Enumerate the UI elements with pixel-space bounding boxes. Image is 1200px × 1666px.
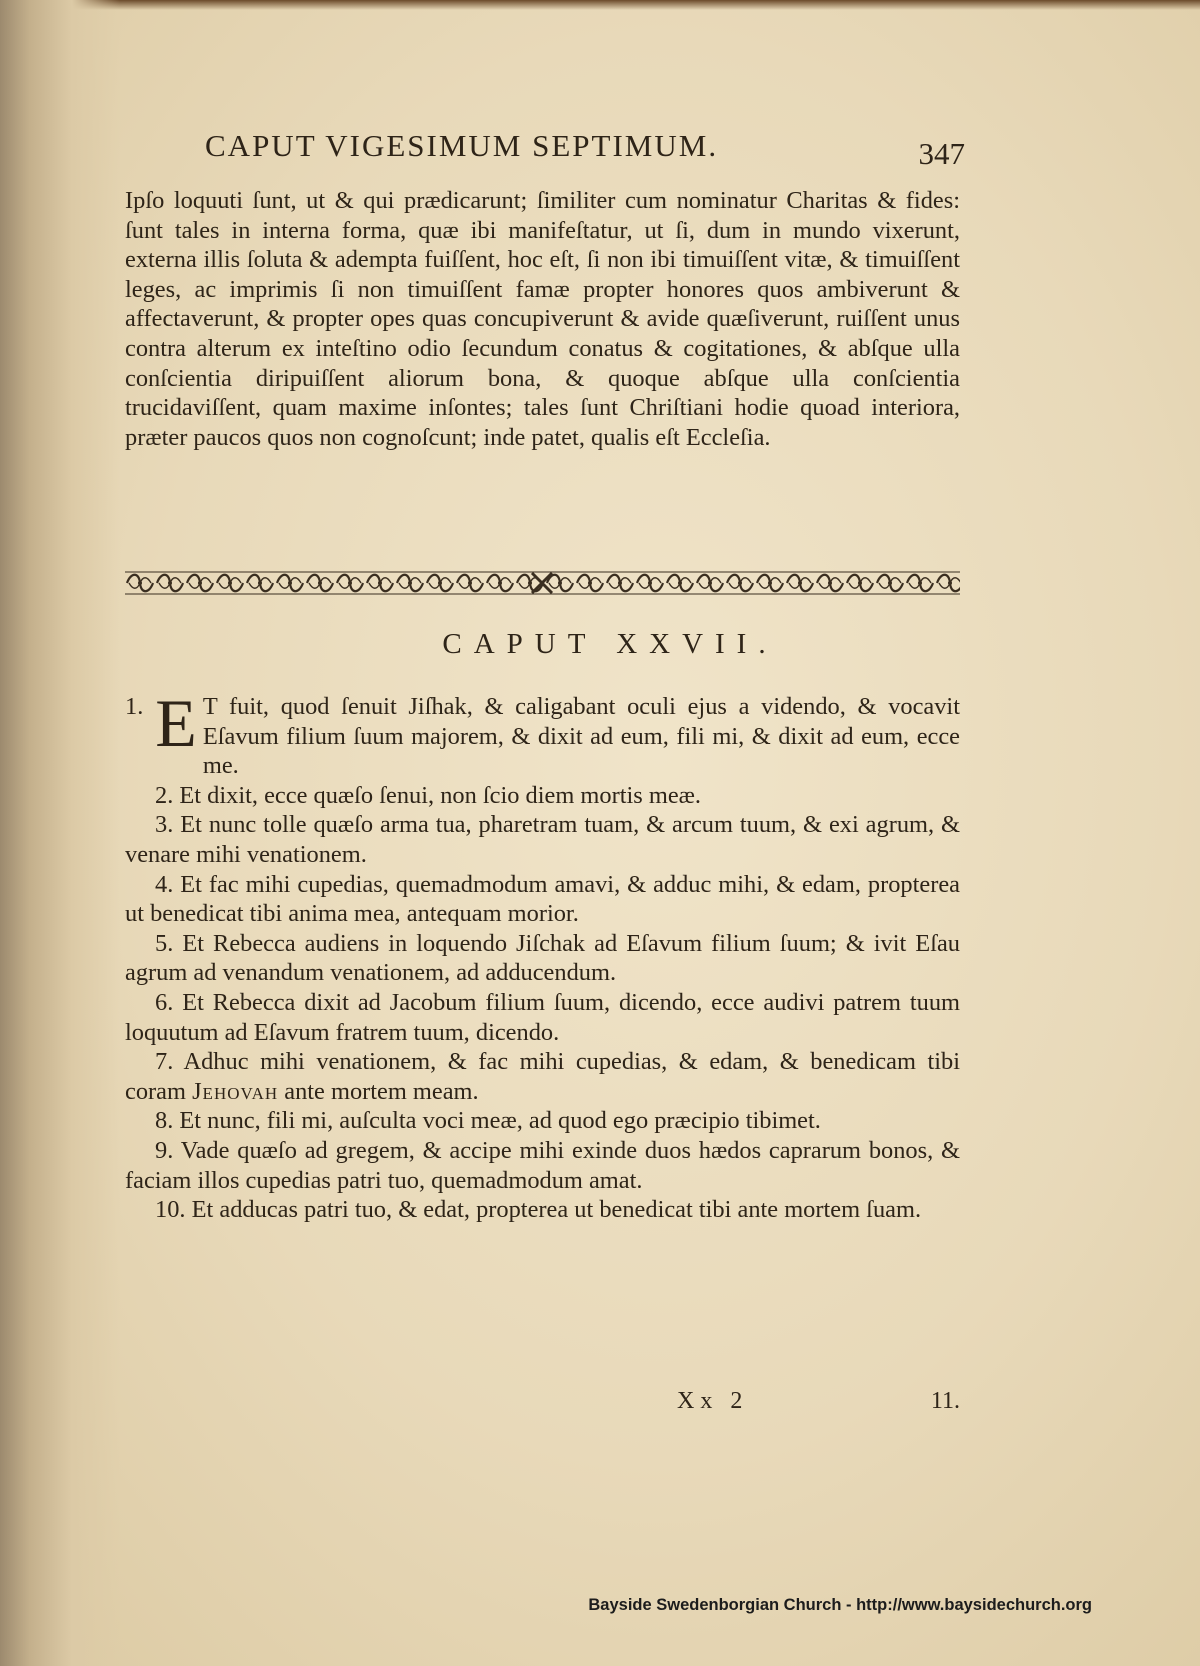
verse-text: Et fac mihi cupedias, quemadmodum amavi, & adduc mihi, & edam, propterea ut benedicat tibi anima mea, antequam morior. <box>125 870 960 928</box>
verse-number: 8. <box>155 1107 174 1135</box>
watermark-credit: Bayside Swedenborgian Church - http://www.baysidechurch.org <box>588 1596 1092 1614</box>
chapter-heading: CAPUT XXVII. <box>442 628 778 660</box>
verse <box>125 1106 960 1136</box>
signature-mark: Xx 2 <box>677 1388 749 1414</box>
verse-number: 10. <box>155 1196 186 1224</box>
page-gutter-shadow <box>0 0 120 1666</box>
verse-number: 1. <box>125 693 144 720</box>
verse-number: 9. <box>155 1136 174 1164</box>
verse-number: 5. <box>155 929 174 957</box>
verse <box>125 988 960 1047</box>
drop-cap: E <box>155 685 197 761</box>
verse-number: 4. <box>155 870 174 898</box>
divine-name: Jehovah <box>192 1077 279 1105</box>
running-title: CAPUT VIGESIMUM SEPTIMUM. <box>205 128 719 163</box>
verse-text: Et nunc, fili mi, auſculta voci meæ, ad quod ego præcipio tibimet. <box>179 1107 821 1135</box>
verse-text: Adhuc mihi venationem, & fac mihi cupedias, & edam, & benedicam tibi coram <box>125 1048 960 1105</box>
ornamental-divider <box>125 568 960 598</box>
verse-number: 7. <box>155 1048 174 1076</box>
verse-text: Et adducas patri tuo, & edat, propterea ut benedicat tibi ante mortem ſuam. <box>191 1196 922 1224</box>
verse <box>125 1195 960 1225</box>
running-head <box>205 128 965 178</box>
verse-text: Et nunc tolle quæſo arma tua, pharetram tuam, & arcum tuum, & exi agrum, & venare mihi venationem. <box>125 811 960 868</box>
verse <box>125 781 960 811</box>
verse-text: Et Rebecca audiens in loquendo Jiſchak ad Eſavum filium ſuum; & ivit Eſau agrum ad venandum venationem, ad adducendum. <box>125 929 960 987</box>
catchword: 11. <box>930 1388 960 1414</box>
verse-number: 6. <box>155 988 174 1016</box>
verse-text: Vade quæſo ad gregem, & accipe mihi exinde duos hædos caprarum bonos, & faciam illos cupedias patri tuo, quemadmodum amat. <box>125 1136 960 1194</box>
verse <box>125 929 960 988</box>
verse-text: Et dixit, ecce quæſo ſenui, non ſcio diem mortis meæ. <box>179 781 702 809</box>
verse <box>125 685 960 781</box>
verse <box>125 810 960 869</box>
verse-text: Et Rebecca dixit ad Jacobum filium ſuum, dicendo, ecce audivi patrem tuum loquutum ad Eſavum fratrem tuum, dicendo. <box>125 988 960 1046</box>
verse-list <box>125 685 960 1225</box>
verse <box>125 1047 960 1106</box>
ornament-band <box>125 568 960 598</box>
page-number: 347 <box>918 136 965 171</box>
verse <box>125 870 960 929</box>
verse-number: 2. <box>155 781 174 809</box>
continued-paragraph-block <box>125 186 960 452</box>
verse-text: T fuit, quod ſenuit Jiſhak, & caligabant oculi ejus a videndo, & vocavit Eſavum filium ſuum majorem, & dixit ad eum, fili mi, & dixit ad eum, ecce me. <box>202 693 960 780</box>
page-top-edge <box>0 0 1200 10</box>
verse-text: ante mortem meam. <box>284 1077 479 1105</box>
continued-paragraph: Ipſo loquuti ſunt, ut & qui prædicarunt; ſimiliter cum nominatur Charitas & fides: ſunt tales in interna forma, quæ ibi manifeſtatur, ut ſi, dum in mundo vixerunt, externa illis ſoluta & adempta fuiſſent, hoc eſt, ſi non ibi timuiſſent vitæ, & timuiſſent leges, ac imprimis ſi non timuiſſent famæ propter honores quos ambiverunt & affectaverunt, & propter opes quas concupiverunt & avide quæſiverunt, ruiſſent unus contra alterum ex inteſtino odio ſecundum conatus & cogitationes, & abſque ulla conſcientia diripuiſſent aliorum bona, & quoque abſque ulla conſcientia trucidaviſſent, quam maxime inſontes; tales ſunt Chriſtiani hodie quoad interiora, præter paucos quos non cognoſcunt; inde patet, qualis eſt Eccleſia. <box>125 187 960 451</box>
verse <box>125 1136 960 1195</box>
verse-number: 3. <box>155 811 174 839</box>
page-footer <box>125 1388 960 1422</box>
